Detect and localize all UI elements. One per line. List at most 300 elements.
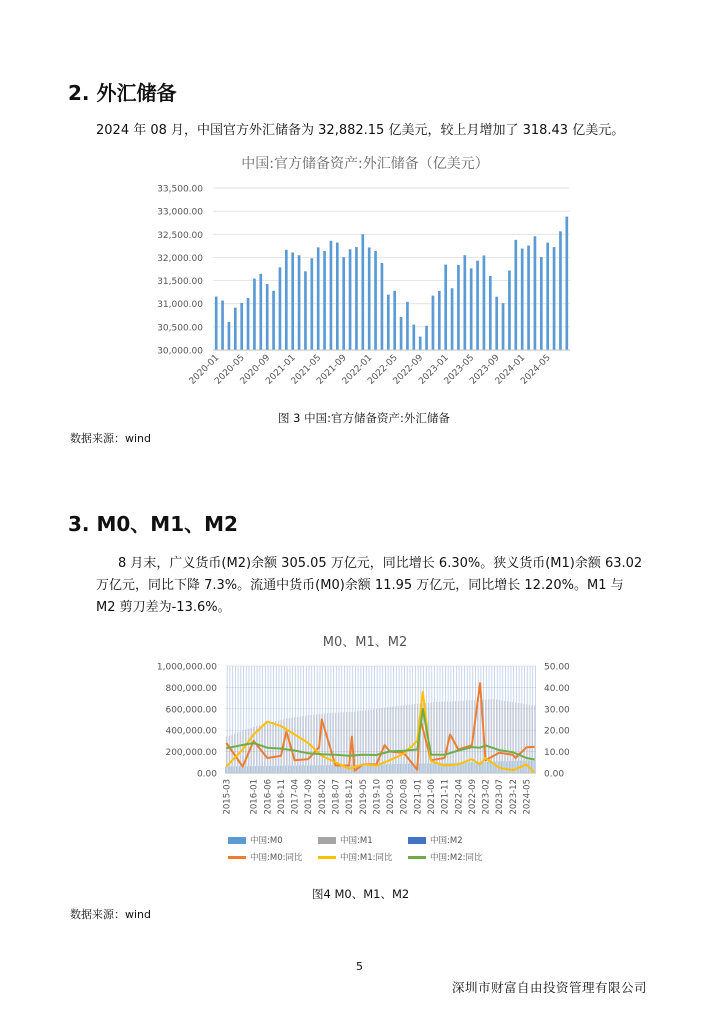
bar-中国:M1 — [346, 712, 347, 773]
bar-中国:M0 — [323, 765, 324, 773]
bar-中国:M1 — [392, 706, 393, 773]
bar-中国:M0 — [367, 765, 368, 773]
bar-中国:M2 — [300, 666, 301, 773]
bar-中国:M2 — [535, 666, 536, 773]
x-tick-label: 2017-04 — [290, 779, 301, 815]
bar-2021-02 — [298, 255, 301, 350]
bar-中国:M0 — [517, 761, 518, 773]
bar-2023-06 — [476, 261, 479, 350]
section-heading-money-supply: 3. M0、M1、M2 — [68, 512, 238, 536]
figure-3-caption: 图 3 中国:官方储备资产:外汇储备 — [278, 411, 450, 425]
x-tick-label: 2021-06 — [426, 779, 437, 815]
bar-中国:M1 — [403, 705, 404, 773]
bar-2020-11 — [279, 267, 282, 350]
bar-中国:M1 — [512, 702, 513, 773]
bar-中国:M1 — [526, 704, 527, 773]
bar-2024-02 — [527, 245, 530, 350]
bar-中国:M0 — [397, 764, 398, 773]
bar-中国:M0 — [408, 764, 409, 773]
bar-中国:M2 — [437, 666, 438, 773]
bar-中国:M1 — [414, 704, 415, 773]
bar-中国:M0 — [263, 766, 264, 773]
bar-中国:M0 — [252, 766, 253, 773]
bar-中国:M0 — [282, 766, 283, 773]
bar-中国:M1 — [441, 702, 442, 773]
bar-中国:M0 — [394, 764, 395, 773]
bar-中国:M2 — [330, 666, 331, 773]
bar-2021-08 — [336, 243, 339, 350]
x-tick-label: 2016-11 — [276, 779, 287, 815]
bar-2023-11 — [508, 270, 511, 350]
bar-2021-04 — [310, 258, 313, 350]
fx-reserves-paragraph: 2024 年 08 月，中国官方外汇储备为 32,882.15 亿美元，较上月增加了 318.43 亿美元。 — [96, 123, 625, 138]
bar-中国:M0 — [258, 766, 259, 773]
bar-2023-07 — [483, 255, 486, 350]
bar-2021-03 — [304, 271, 307, 350]
bar-中国:M0 — [261, 766, 262, 773]
bar-中国:M0 — [285, 766, 286, 773]
x-tick-label: 2015-03 — [222, 779, 233, 815]
bar-中国:M2 — [500, 666, 501, 773]
bar-中国:M2 — [371, 666, 372, 773]
bar-中国:M1 — [343, 712, 344, 773]
bar-2022-11 — [432, 296, 435, 350]
x-tick-label: 2023-05 — [442, 353, 477, 387]
x-tick-label: 2023-02 — [481, 779, 492, 815]
bar-中国:M0 — [484, 762, 485, 773]
bar-中国:M2 — [281, 666, 282, 773]
bar-中国:M2 — [355, 666, 356, 773]
y-tick-label: 31,000.00 — [157, 300, 203, 311]
bar-中国:M1 — [229, 736, 230, 773]
bar-中国:M2 — [480, 666, 481, 773]
bar-中国:M2 — [412, 666, 413, 773]
x-tick-label: 2019-05 — [358, 779, 369, 815]
bar-中国:M0 — [468, 762, 469, 773]
bar-中国:M2 — [461, 666, 462, 773]
bar-中国:M2 — [382, 666, 383, 773]
bar-中国:M0 — [531, 760, 532, 773]
bar-中国:M0 — [419, 764, 420, 773]
bar-中国:M1 — [289, 718, 290, 773]
bar-中国:M0 — [236, 766, 237, 773]
bar-中国:M0 — [255, 766, 256, 773]
bar-2020-10 — [272, 291, 275, 350]
bar-中国:M1 — [480, 700, 481, 773]
bar-中国:M0 — [411, 764, 412, 773]
bar-中国:M0 — [402, 764, 403, 773]
bar-中国:M0 — [233, 766, 234, 773]
bar-中国:M0 — [525, 761, 526, 773]
bar-2023-03 — [457, 265, 460, 350]
bar-中国:M2 — [230, 666, 231, 773]
chart-title: 中国:官方储备资产:外汇储备（亿美元） — [241, 156, 489, 172]
bar-中国:M1 — [245, 730, 246, 773]
bar-中国:M1 — [493, 699, 494, 773]
bar-中国:M2 — [532, 666, 533, 773]
y-tick-label: 33,500.00 — [157, 184, 203, 195]
legend-swatch — [228, 837, 246, 844]
y-right-tick-label: 40.00 — [544, 683, 570, 694]
bar-2022-03 — [381, 263, 384, 350]
bar-2022-09 — [419, 337, 422, 350]
bar-中国:M2 — [341, 666, 342, 773]
bar-中国:M2 — [249, 666, 250, 773]
bar-2022-07 — [406, 302, 409, 350]
bar-中国:M1 — [398, 706, 399, 773]
y-right-tick-label: 30.00 — [544, 705, 570, 716]
bar-中国:M1 — [447, 702, 448, 773]
y-tick-label: 32,000.00 — [157, 253, 203, 264]
y-tick-label: 30,000.00 — [157, 346, 203, 357]
bar-中国:M1 — [387, 707, 388, 773]
bar-中国:M0 — [432, 763, 433, 773]
bar-2024-03 — [534, 236, 537, 350]
x-tick-label: 2021-01 — [264, 353, 298, 387]
bar-中国:M2 — [290, 666, 291, 773]
x-tick-label: 2018-07 — [331, 779, 342, 815]
bar-中国:M2 — [530, 666, 531, 773]
x-tick-label: 2019-10 — [372, 779, 383, 815]
bar-中国:M0 — [296, 766, 297, 773]
bar-中国:M0 — [506, 761, 507, 773]
bar-中国:M0 — [435, 763, 436, 773]
bar-中国:M1 — [510, 702, 511, 773]
bar-中国:M2 — [401, 666, 402, 773]
bar-中国:M2 — [505, 666, 506, 773]
bar-中国:M2 — [232, 666, 233, 773]
data-source-note: 数据来源：wind — [70, 432, 152, 445]
money-supply-paragraph-line-2: 万亿元，同比下降 7.3%。流通中货币(M0)余额 11.95 万亿元，同比增长 12.20%。M1 与 — [96, 578, 624, 593]
y-right-tick-label: 50.00 — [544, 662, 570, 673]
bar-中国:M1 — [237, 733, 238, 773]
bar-2023-02 — [451, 288, 454, 350]
bar-2020-05 — [240, 303, 243, 350]
bar-中国:M2 — [404, 666, 405, 773]
bar-中国:M2 — [328, 666, 329, 773]
bar-中国:M1 — [332, 713, 333, 773]
bar-中国:M0 — [490, 762, 491, 773]
y-tick-label: 33,000.00 — [157, 207, 203, 218]
bar-中国:M2 — [388, 666, 389, 773]
bar-2023-08 — [489, 276, 492, 350]
bar-2022-10 — [425, 326, 428, 350]
legend-label: 中国:M0:同比 — [250, 853, 303, 863]
x-tick-label: 2024-01 — [493, 353, 528, 387]
bar-中国:M2 — [453, 666, 454, 773]
bar-中国:M2 — [254, 666, 255, 773]
x-tick-label: 2021-05 — [289, 353, 324, 387]
bar-中国:M2 — [442, 666, 443, 773]
y-left-tick-label: 600,000.00 — [165, 705, 217, 716]
bar-中国:M2 — [464, 666, 465, 773]
x-tick-label: 2023-01 — [417, 353, 451, 387]
bar-中国:M0 — [302, 766, 303, 773]
bar-中国:M2 — [257, 666, 258, 773]
bar-2021-05 — [317, 247, 320, 350]
bar-中国:M2 — [385, 666, 386, 773]
bar-中国:M0 — [244, 766, 245, 773]
x-tick-label: 2023-12 — [508, 779, 519, 815]
x-tick-label: 2020-08 — [399, 779, 410, 815]
bar-中国:M1 — [455, 701, 456, 773]
y-left-tick-label: 0.00 — [196, 769, 217, 780]
bar-中国:M1 — [499, 700, 500, 773]
bar-2020-06 — [247, 298, 250, 350]
bar-中国:M2 — [344, 666, 345, 773]
bar-中国:M0 — [239, 766, 240, 773]
bar-中国:M0 — [272, 766, 273, 773]
bar-2023-12 — [514, 240, 517, 350]
bar-中国:M0 — [462, 763, 463, 773]
money-supply-combo-chart — [140, 628, 590, 873]
bar-中国:M0 — [495, 762, 496, 773]
x-tick-label: 2021-09 — [315, 353, 349, 387]
bar-中国:M1 — [226, 737, 227, 773]
section-heading-fx-reserves: 2. 外汇储备 — [68, 81, 177, 105]
bar-中国:M0 — [247, 766, 248, 773]
bar-中国:M1 — [523, 704, 524, 773]
bar-2020-01 — [215, 297, 218, 350]
bar-2022-02 — [374, 251, 377, 350]
x-tick-label: 2024-05 — [519, 353, 553, 387]
y-left-tick-label: 400,000.00 — [165, 726, 217, 737]
bar-2021-07 — [330, 241, 333, 350]
bar-中国:M1 — [409, 705, 410, 773]
x-tick-label: 2020-05 — [213, 353, 247, 387]
x-tick-label: 2021-01 — [413, 779, 424, 815]
y-left-tick-label: 1,000,000.00 — [156, 662, 217, 673]
bar-中国:M2 — [393, 666, 394, 773]
bar-中国:M1 — [529, 705, 530, 773]
bar-中国:M2 — [336, 666, 337, 773]
bar-2020-08 — [259, 274, 262, 350]
bar-2023-09 — [495, 297, 498, 350]
bar-中国:M0 — [514, 761, 515, 773]
bar-2024-01 — [521, 248, 524, 350]
bar-中国:M0 — [364, 765, 365, 773]
bar-中国:M1 — [357, 711, 358, 773]
bar-中国:M2 — [502, 666, 503, 773]
bar-2021-10 — [349, 249, 352, 350]
bar-中国:M1 — [469, 700, 470, 773]
bar-中国:M2 — [390, 666, 391, 773]
bar-中国:M0 — [471, 762, 472, 773]
bar-中国:M0 — [438, 763, 439, 773]
bar-中国:M2 — [440, 666, 441, 773]
bar-中国:M2 — [360, 666, 361, 773]
bar-中国:M1 — [515, 703, 516, 773]
bar-中国:M1 — [507, 701, 508, 773]
bar-中国:M1 — [488, 699, 489, 773]
bar-中国:M2 — [243, 666, 244, 773]
bar-2024-07 — [559, 231, 562, 350]
bar-中国:M2 — [410, 666, 411, 773]
figure-4-caption: 图4 M0、M1、M2 — [312, 887, 410, 901]
bar-中国:M1 — [231, 735, 232, 773]
bar-中国:M2 — [472, 666, 473, 773]
bar-中国:M0 — [383, 764, 384, 773]
fx-reserves-bar-chart — [140, 148, 590, 406]
bar-中国:M1 — [390, 707, 391, 773]
bar-中国:M2 — [314, 666, 315, 773]
bar-中国:M1 — [534, 706, 535, 773]
bar-2021-11 — [355, 247, 358, 350]
bar-中国:M0 — [427, 763, 428, 773]
bar-中国:M0 — [430, 763, 431, 773]
x-tick-label: 2020-09 — [238, 353, 273, 387]
bar-2020-03 — [228, 322, 231, 350]
bar-中国:M2 — [251, 666, 252, 773]
bar-中国:M2 — [459, 666, 460, 773]
bar-中国:M2 — [448, 666, 449, 773]
bar-中国:M2 — [240, 666, 241, 773]
bar-中国:M1 — [531, 705, 532, 773]
x-tick-label: 2023-07 — [495, 779, 506, 815]
bar-2021-09 — [342, 257, 345, 350]
bar-中国:M2 — [470, 666, 471, 773]
bar-中国:M1 — [261, 724, 262, 773]
bar-2024-08 — [565, 217, 568, 350]
bar-中国:M1 — [395, 706, 396, 773]
bar-中国:M2 — [260, 666, 261, 773]
bar-中国:M0 — [228, 767, 229, 773]
chart-title: M0、M1、M2 — [322, 635, 408, 650]
bar-中国:M2 — [508, 666, 509, 773]
bar-中国:M1 — [313, 715, 314, 773]
bar-中国:M2 — [295, 666, 296, 773]
bar-中国:M0 — [266, 766, 267, 773]
x-tick-label: 2022-05 — [366, 353, 400, 387]
bar-2022-01 — [368, 247, 371, 350]
money-supply-paragraph-line-3: M2 剪刀差为-13.6%。 — [96, 600, 231, 615]
bar-中国:M2 — [306, 666, 307, 773]
bar-中国:M2 — [497, 666, 498, 773]
bar-中国:M0 — [512, 761, 513, 773]
bar-中国:M0 — [389, 764, 390, 773]
page-number: 5 — [356, 960, 363, 973]
bar-中国:M0 — [250, 766, 251, 773]
x-tick-label: 2016-01 — [249, 779, 260, 815]
bar-中国:M0 — [310, 765, 311, 773]
x-tick-label: 2022-04 — [454, 779, 465, 815]
bar-2024-04 — [540, 257, 543, 350]
bar-中国:M0 — [473, 762, 474, 773]
bar-中国:M1 — [302, 716, 303, 773]
y-right-tick-label: 0.00 — [544, 769, 565, 780]
bar-2022-06 — [400, 317, 403, 350]
bar-中国:M0 — [476, 762, 477, 773]
bar-中国:M0 — [487, 762, 488, 773]
bar-中国:M0 — [280, 766, 281, 773]
bar-中国:M0 — [326, 765, 327, 773]
y-right-tick-label: 20.00 — [544, 726, 570, 737]
bar-中国:M2 — [227, 666, 228, 773]
bar-中国:M2 — [347, 666, 348, 773]
legend-label: 中国:M1 — [340, 836, 373, 846]
bar-中国:M1 — [286, 719, 287, 773]
bar-中国:M0 — [269, 766, 270, 773]
bar-中国:M0 — [318, 765, 319, 773]
bar-中国:M2 — [434, 666, 435, 773]
bar-中国:M0 — [312, 765, 313, 773]
bar-2022-04 — [387, 295, 390, 350]
bar-2023-10 — [502, 303, 505, 350]
bar-2020-09 — [266, 284, 269, 350]
legend-swatch — [318, 837, 336, 844]
bar-2023-01 — [444, 265, 447, 350]
x-tick-label: 2021-11 — [440, 779, 451, 815]
bar-中国:M1 — [316, 714, 317, 773]
bar-中国:M2 — [450, 666, 451, 773]
legend-label: 中国:M2:同比 — [430, 853, 483, 863]
bar-中国:M2 — [415, 666, 416, 773]
bar-中国:M2 — [298, 666, 299, 773]
y-left-tick-label: 200,000.00 — [165, 748, 217, 759]
bar-2023-05 — [470, 268, 473, 350]
x-tick-label: 2023-09 — [468, 353, 502, 387]
bar-中国:M0 — [424, 764, 425, 773]
bar-中国:M0 — [231, 766, 232, 773]
bar-中国:M1 — [297, 717, 298, 773]
bar-中国:M0 — [465, 763, 466, 773]
x-tick-label: 2022-09 — [391, 353, 426, 387]
y-tick-label: 31,500.00 — [157, 277, 203, 288]
bar-中国:M1 — [291, 718, 292, 773]
bar-中国:M2 — [494, 666, 495, 773]
bar-2020-12 — [285, 250, 288, 350]
legend-swatch — [408, 837, 426, 844]
bar-2020-07 — [253, 279, 256, 350]
bar-中国:M2 — [519, 666, 520, 773]
bar-中国:M0 — [277, 766, 278, 773]
bar-2021-12 — [361, 234, 364, 350]
bar-中国:M1 — [264, 724, 265, 773]
bar-中国:M2 — [363, 666, 364, 773]
bar-中国:M1 — [275, 721, 276, 773]
bar-2024-05 — [546, 243, 549, 350]
legend-label: 中国:M0 — [250, 836, 283, 846]
bar-中国:M1 — [458, 701, 459, 773]
bar-中国:M1 — [439, 702, 440, 773]
bar-中国:M2 — [374, 666, 375, 773]
bar-中国:M0 — [503, 761, 504, 773]
x-tick-label: 2020-03 — [386, 779, 397, 815]
bar-中国:M2 — [527, 666, 528, 773]
bar-2020-04 — [234, 308, 237, 350]
bar-中国:M1 — [281, 720, 282, 773]
bar-中国:M0 — [274, 766, 275, 773]
bar-中国:M2 — [358, 666, 359, 773]
bar-中国:M0 — [225, 767, 226, 773]
bar-中国:M0 — [381, 764, 382, 773]
bar-2021-01 — [291, 252, 294, 350]
bar-中国:M2 — [287, 666, 288, 773]
y-tick-label: 32,500.00 — [157, 230, 203, 241]
money-supply-paragraph-line-1: 8 月末，广义货币(M2)余额 305.05 万亿元，同比增长 6.30%。狭义货币(M1)余额 63.02 — [118, 556, 643, 571]
bar-中国:M0 — [400, 764, 401, 773]
bar-中国:M2 — [303, 666, 304, 773]
bar-中国:M0 — [321, 765, 322, 773]
bar-中国:M1 — [300, 717, 301, 773]
bar-中国:M1 — [360, 711, 361, 773]
bar-中国:M1 — [401, 706, 402, 773]
legend-label: 中国:M1:同比 — [340, 853, 393, 863]
bar-2022-05 — [393, 291, 396, 350]
bar-中国:M0 — [307, 766, 308, 773]
bar-中国:M0 — [299, 766, 300, 773]
bar-中国:M1 — [327, 713, 328, 773]
